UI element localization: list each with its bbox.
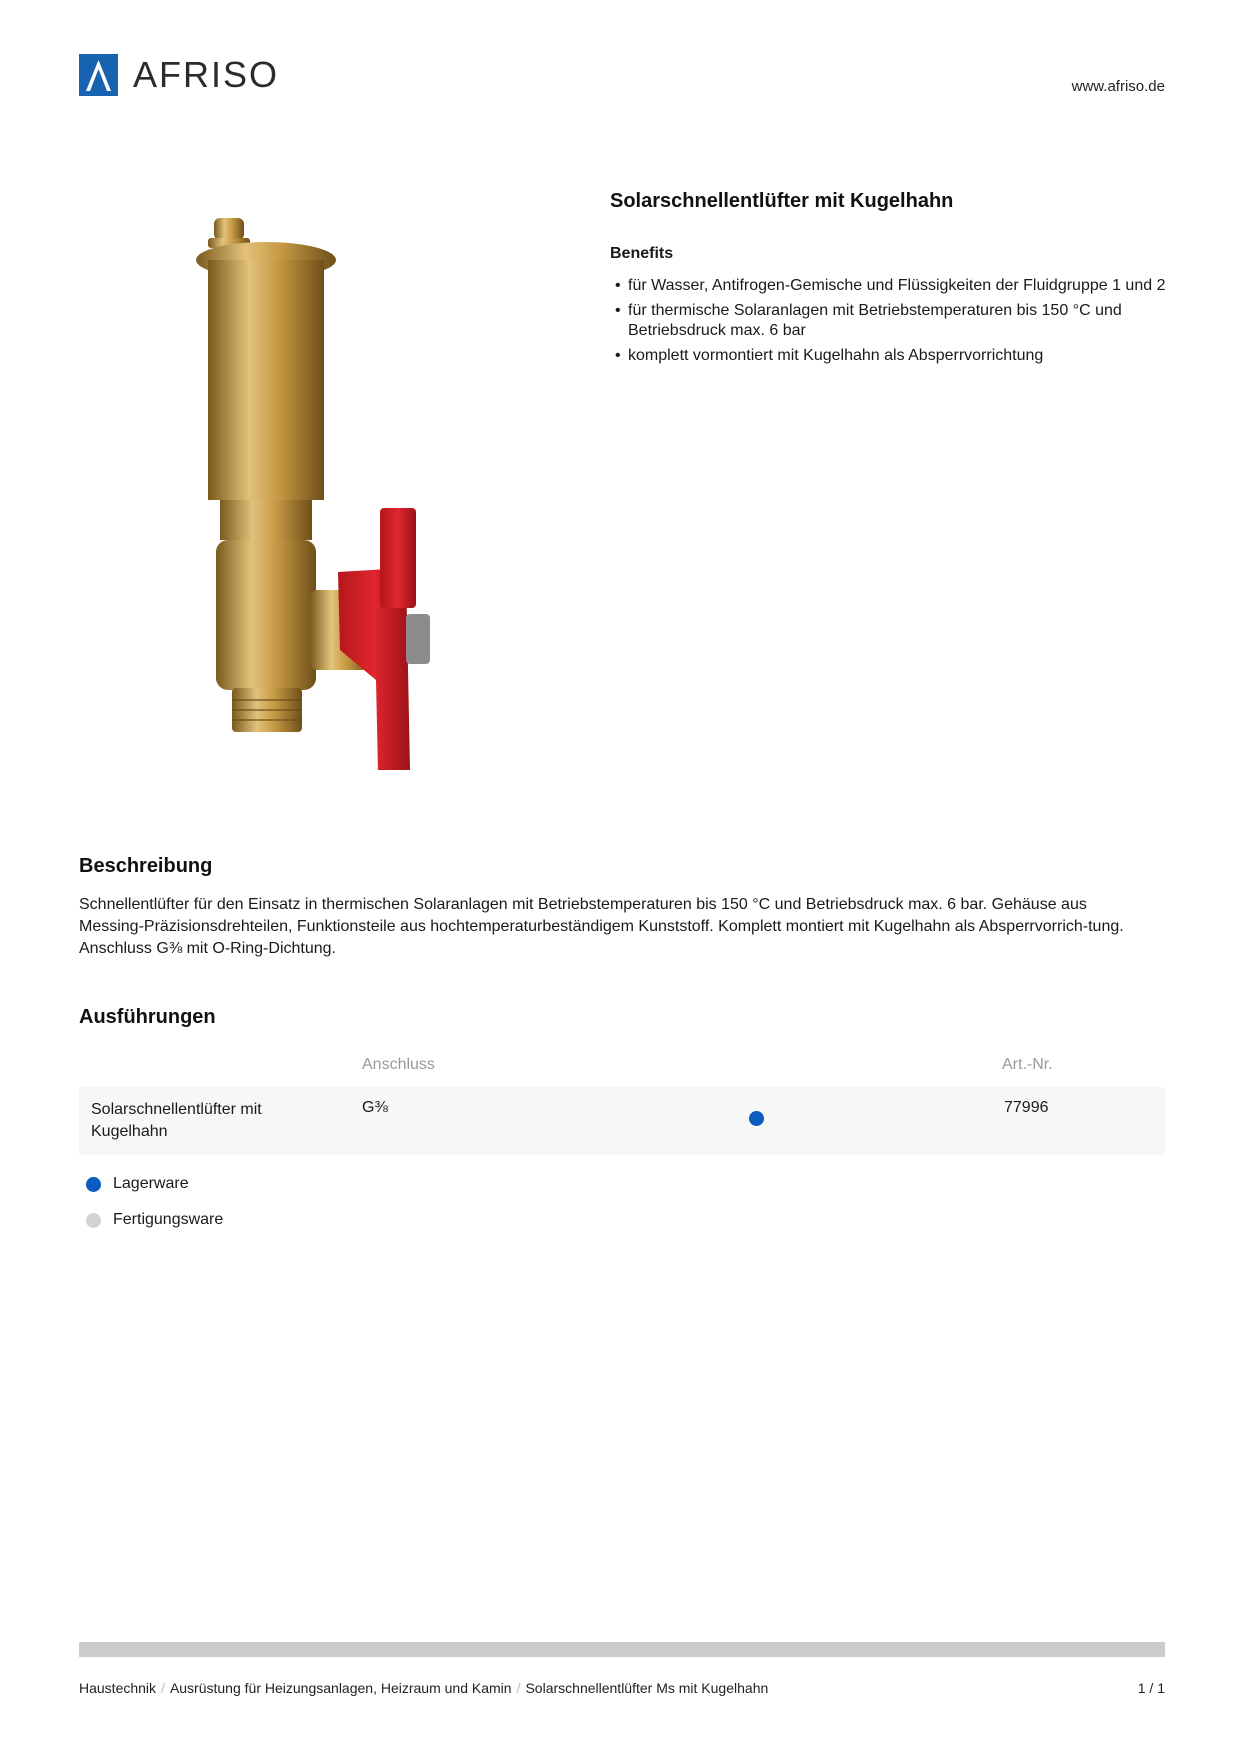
legend-item-fertigungsware bbox=[86, 1211, 223, 1229]
breadcrumb-separator: / bbox=[161, 1680, 165, 1696]
column-header-article: Art.-Nr. bbox=[1002, 1056, 1053, 1073]
benefits-list bbox=[610, 276, 1170, 371]
breadcrumb-separator: / bbox=[516, 1680, 521, 1696]
brand-logo bbox=[79, 54, 279, 96]
stock-dot-icon bbox=[86, 1177, 101, 1192]
breadcrumb-item[interactable]: Solarschnellentlüfter Ms mit Kugelhahn bbox=[525, 1680, 769, 1696]
availability-dot-icon bbox=[749, 1111, 764, 1126]
product-image bbox=[180, 210, 510, 770]
variant-name: Solarschnellentlüfter mit Kugelhahn bbox=[91, 1101, 262, 1140]
table-row bbox=[79, 1087, 1165, 1155]
breadcrumb-item[interactable]: Haustechnik bbox=[79, 1680, 157, 1696]
footer-divider bbox=[79, 1642, 1165, 1657]
column-header-connection: Anschluss bbox=[362, 1056, 435, 1073]
product-title: Solarschnellentlüfter mit Kugelhahn bbox=[610, 190, 954, 212]
benefit-item: • für Wasser, Antifrogen-Gemische und Flüssigkeiten der Fluidgruppe 1 und 2 bbox=[610, 276, 1170, 296]
breadcrumb bbox=[79, 1680, 768, 1696]
legend-label: Lagerware bbox=[113, 1175, 189, 1192]
logo-mark-icon bbox=[79, 54, 118, 96]
variant-article-number: 77996 bbox=[1004, 1099, 1049, 1116]
benefit-item: • für thermische Solaranlagen mit Betriebstemperaturen bis 150 °C und Betriebsdruck max. 6 bar bbox=[610, 301, 1170, 341]
made-to-order-dot-icon bbox=[86, 1213, 101, 1228]
description-title: Beschreibung bbox=[79, 855, 213, 877]
variant-connection: G⅜ bbox=[362, 1099, 388, 1116]
page-number: 1 / 1 bbox=[1137, 1680, 1165, 1696]
benefit-item: • komplett vormontiert mit Kugelhahn als Absperrvorrichtung bbox=[610, 346, 1170, 366]
benefits-heading: Benefits bbox=[610, 245, 674, 262]
legend-item-lagerware bbox=[86, 1175, 189, 1193]
site-url[interactable]: www.afriso.de bbox=[1071, 78, 1165, 95]
brand-name: AFRISO bbox=[133, 54, 280, 95]
legend-label: Fertigungsware bbox=[113, 1211, 224, 1228]
breadcrumb-item[interactable]: Ausrüstung für Heizungsanlagen, Heizraum und Kamin bbox=[169, 1680, 512, 1696]
description-text: Schnellentlüfter für den Einsatz in thermischen Solaranlagen mit Betriebstemperaturen bis 150 °C und Betriebsdruck max. 6 bar. Gehäuse aus Messing-Präzisionsdrehteilen, Funktionsteile aus hochtemperaturbeständigem Kunststoff. Komplett montiert mit Kugelhahn als Absperrvorrich-tung. Anschluss G⅜ mit O-Ring-Dichtung. bbox=[79, 896, 1124, 957]
variants-title: Ausführungen bbox=[79, 1006, 216, 1028]
